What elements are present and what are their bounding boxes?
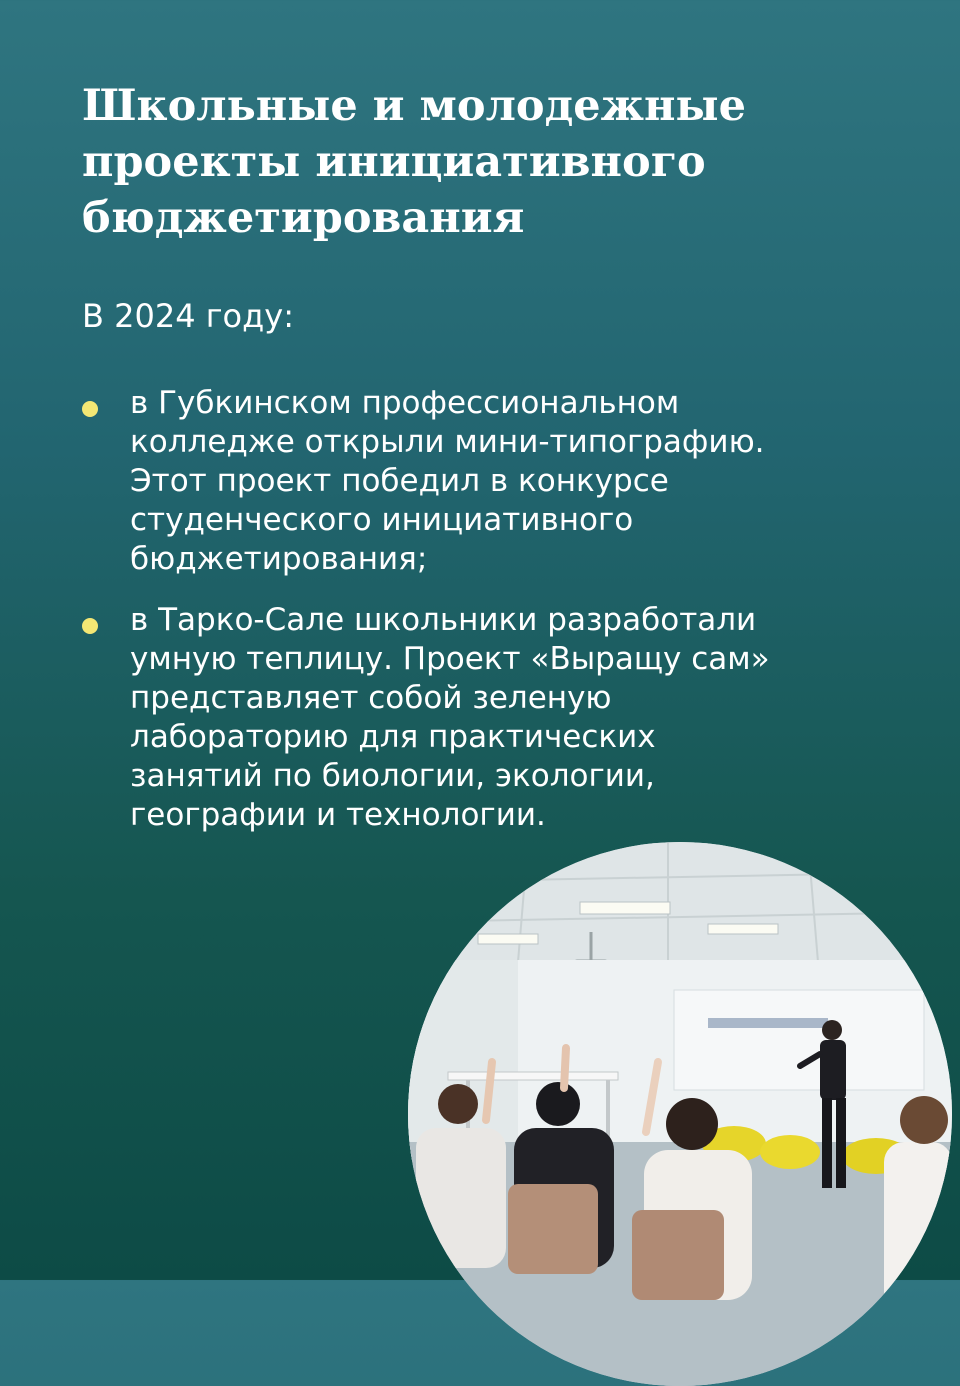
bullet-list — [0, 384, 960, 857]
bullet-text — [130, 384, 960, 579]
bullet-line: колледже открыли мини-типографию. — [130, 424, 765, 460]
classroom-illustration — [408, 842, 952, 1386]
bullet-line: лабораторию для практических — [130, 719, 656, 755]
bullet-text — [130, 601, 960, 835]
bullet-line: умную теплицу. Проект «Выращу сам» — [130, 641, 770, 677]
bullet-line: Этот проект победил в конкурсе — [130, 463, 669, 499]
classroom-photo — [408, 842, 952, 1386]
bullet-line: в Губкинском профессиональном — [130, 385, 680, 421]
bullet-line: бюджетирования; — [130, 541, 428, 577]
list-item — [0, 601, 960, 835]
bullet-line: географии и технологии. — [130, 797, 546, 833]
bullet-line: представляет собой зеленую — [130, 680, 612, 716]
bullet-dot-icon — [82, 401, 98, 417]
title-line: Школьные и молодежные — [82, 81, 746, 131]
list-item — [0, 384, 960, 579]
bullet-line: в Тарко-Сале школьники разработали — [130, 602, 757, 638]
bullet-line: студенческого инициативного — [130, 502, 634, 538]
bullet-line: занятий по биологии, экологии, — [130, 758, 655, 794]
intro-text: В 2024 году: — [82, 297, 294, 335]
page-title — [82, 78, 902, 246]
bullet-dot-icon — [82, 618, 98, 634]
title-line: проекты инициативного — [82, 137, 706, 187]
title-line: бюджетирования — [82, 193, 525, 243]
